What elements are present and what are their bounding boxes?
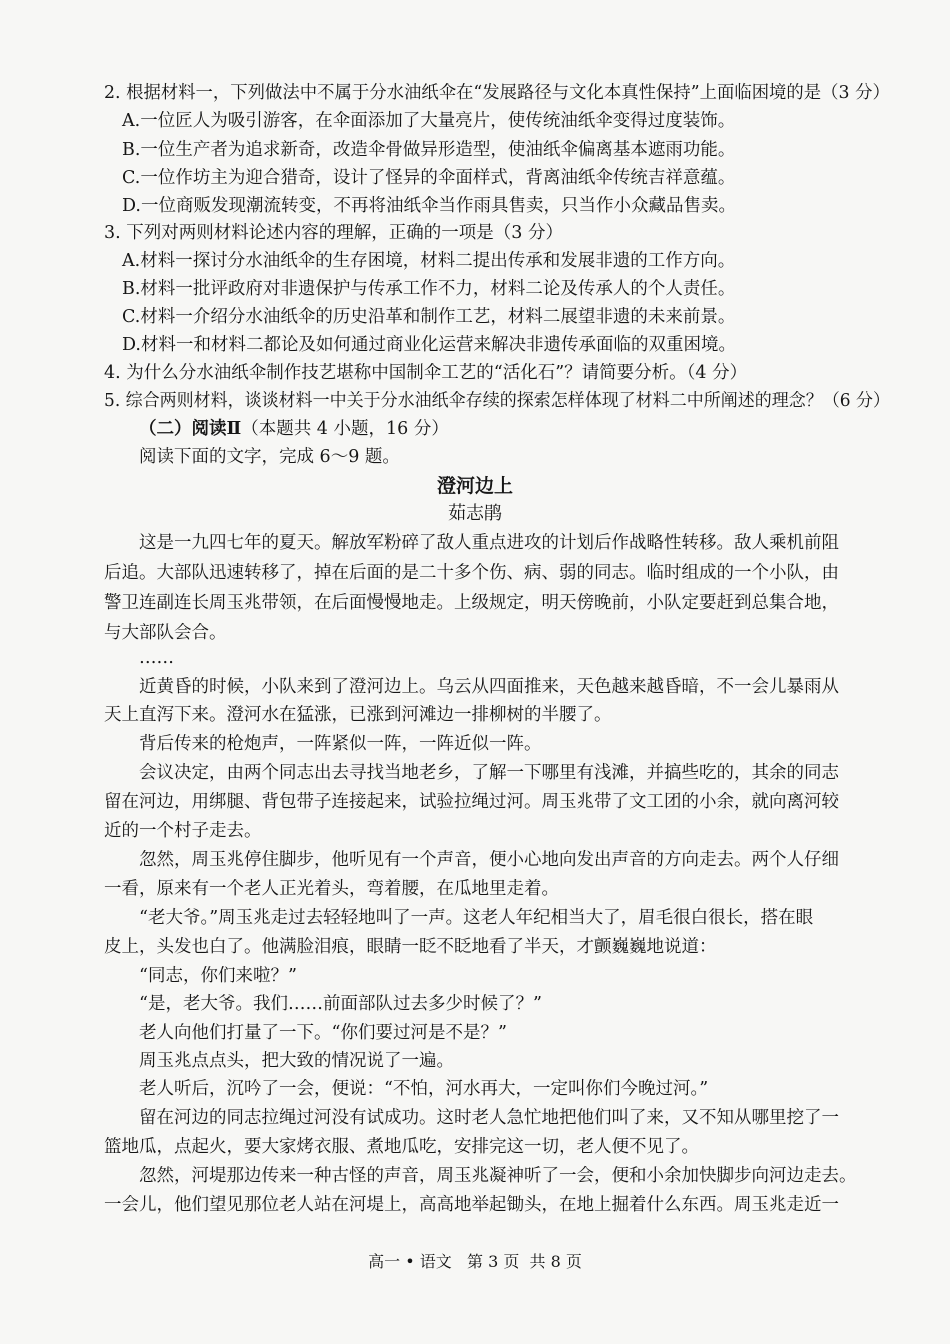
story-line: 后追。大部队迅速转移了，掉在后面的是二十多个伤、病、弱的同志。临时组成的一个小队，由 (104, 563, 839, 583)
story-line: 篮地瓜，点起火，要大家烤衣服、煮地瓜吃，安排完这一切，老人便不见了。 (104, 1137, 699, 1157)
story-line: “是，老大爷。我们……前面部队过去多少时候了？” (139, 994, 542, 1014)
question-3-option-d: D.材料一和材料二都论及如何通过商业化运营来解决非遗传承面临的双重困境。 (122, 335, 736, 355)
section-instruction: 阅读下面的文字，完成 6～9 题。 (139, 447, 400, 467)
story-line: 与大部队会合。 (104, 623, 227, 643)
question-2-option-a: A.一位匠人为吸引游客，在伞面添加了大量亮片，使传统油纸伞变得过度装饰。 (122, 111, 736, 131)
story-title: 澄河边上 (436, 475, 513, 497)
section-heading-detail: （本题共 4 小题，16 分） (241, 419, 449, 439)
question-3-option-c: C.材料一介绍分水油纸伞的历史沿革和制作工艺，材料二展望非遗的未来前景。 (122, 307, 736, 327)
story-line: 忽然，周玉兆停住脚步，他听见有一个声音，便小心地向发出声音的方向走去。两个人仔细 (139, 850, 839, 870)
story-line: 警卫连副连长周玉兆带领，在后面慢慢地走。上级规定，明天傍晚前，小队定要赶到总集合地， (104, 593, 839, 613)
question-3-stem: 3. 下列对两则材料论述内容的理解，正确的一项是（3 分） (104, 223, 563, 243)
question-2-option-d: D.一位商贩发现潮流转变，不再将油纸伞当作雨具售卖，只当作小众藏品售卖。 (122, 196, 736, 216)
story-line: 背后传来的枪炮声，一阵紧似一阵，一阵近似一阵。 (139, 734, 542, 754)
story-line: 一看，原来有一个老人正光着头，弯着腰，在瓜地里走着。 (104, 879, 559, 899)
story-author: 茹志鹃 (448, 503, 502, 524)
section-heading-label: （二）阅读Ⅱ (139, 419, 242, 439)
story-line: 天上直泻下来。澄河水在猛涨，已涨到河滩边一排柳树的半腰了。 (104, 705, 612, 725)
section-heading (139, 418, 449, 440)
question-2-option-b: B.一位生产者为追求新奇，改造伞骨做异形造型，使油纸伞偏离基本遮雨功能。 (122, 140, 736, 160)
story-line: 近黄昏的时候，小队来到了澄河边上。乌云从四面推来，天色越来越昏暗，不一会儿暴雨从 (139, 677, 839, 697)
story-line: 老人听后，沉吟了一会，便说：“不怕，河水再大，一定叫你们今晚过河。” (139, 1079, 709, 1099)
story-line: “同志，你们来啦？” (139, 966, 297, 986)
question-3-option-b: B.材料一批评政府对非遗保护与传承工作不力，材料二论及传承人的个人责任。 (122, 279, 736, 299)
story-line: 这是一九四七年的夏天。解放军粉碎了敌人重点进攻的计划后作战略性转移。敌人乘机前阻 (139, 533, 839, 553)
story-line: 留在河边，用绑腿、背包带子连接起来，试验拉绳过河。周玉兆带了文工团的小余，就向离河较 (104, 792, 839, 812)
story-line: 一会儿，他们望见那位老人站在河堤上，高高地举起锄头，在地上掘着什么东西。周玉兆走近一 (104, 1195, 839, 1215)
story-line: 会议决定，由两个同志出去寻找当地老乡，了解一下哪里有浅滩，并搞些吃的，其余的同志 (139, 763, 839, 783)
question-2-option-c: C.一位作坊主为迎合猎奇，设计了怪异的伞面样式，背离油纸伞传统吉祥意蕴。 (122, 168, 736, 188)
question-4: 4. 为什么分水油纸伞制作技艺堪称中国制伞工艺的“活化石”？请简要分析。（4 分） (104, 363, 748, 383)
story-ellipsis: …… (139, 648, 174, 668)
story-line: 近的一个村子走去。 (104, 821, 262, 841)
story-line: 留在河边的同志拉绳过河没有试成功。这时老人急忙地把他们叫了来，又不知从哪里挖了一 (139, 1108, 839, 1128)
story-line: 周玉兆点点头，把大致的情况说了一遍。 (139, 1051, 454, 1071)
story-line: 皮上，头发也白了。他满脸泪痕，眼睛一眨不眨地看了半天，才颤巍巍地说道： (104, 937, 717, 957)
story-line: 忽然，河堤那边传来一种古怪的声音，周玉兆凝神听了一会，便和小余加快脚步向河边走去。 (139, 1166, 857, 1186)
question-2-stem: 2. 根据材料一，下列做法中不属于分水油纸伞在“发展路径与文化本真性保持”上面临困境的是（3 分） (104, 83, 890, 103)
story-line: “老大爷。”周玉兆走过去轻轻地叫了一声。这老人年纪相当大了，眉毛很白很长，搭在眼 (139, 908, 814, 928)
question-3-option-a: A.材料一探讨分水油纸伞的生存困境，材料二提出传承和发展非遗的工作方向。 (122, 251, 736, 271)
question-5: 5. 综合两则材料，谈谈材料一中关于分水油纸伞存续的探索怎样体现了材料二中所阐述的理念？（6 分） (104, 391, 890, 411)
story-line: 老人向他们打量了一下。“你们要过河是不是？” (139, 1023, 507, 1043)
page-footer: 高一 • 语文 第 3 页 共 8 页 (368, 1252, 582, 1271)
